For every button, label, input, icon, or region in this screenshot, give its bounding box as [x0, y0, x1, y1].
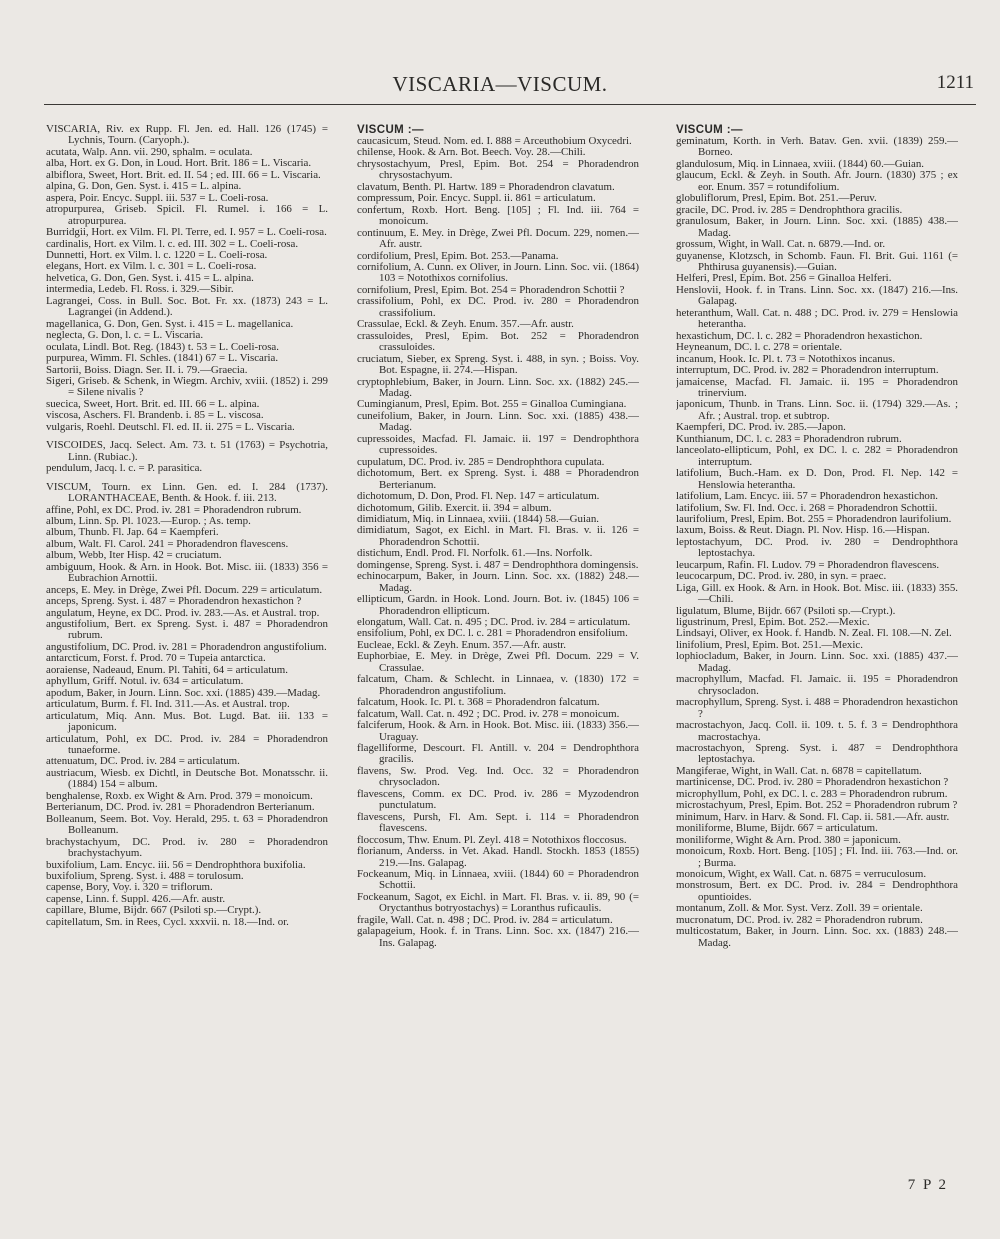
index-entry: articulatum, Miq. Ann. Mus. Bot. Lugd. Bat. iii. 133 = japonicum.: [46, 709, 328, 734]
index-entry: aspera, Poir. Encyc. Suppl. iii. 537 = L. Coeli-rosa.: [46, 191, 269, 204]
index-entry: articulatum, Burm. f. Fl. Ind. 311.—As. et Austral. trop.: [46, 698, 290, 711]
index-entry: capitellatum, Sm. in Rees, Cycl. xxxvii. n. 18.—Ind. or.: [46, 915, 289, 928]
index-entry: atropurpurea, Griseb. Spicil. Fl. Rumel. i. 166 = L. atropurpurea.: [46, 203, 328, 227]
index-entry: gracile, DC. Prod. iv. 285 = Dendrophthora gracilis.: [676, 203, 903, 216]
index-entry: capillare, Blume, Bijdr. 667 (Psiloti sp.—Crypt.).: [46, 904, 262, 917]
index-entry: guyanense, Klotzsch, in Schomb. Faun. Fl. Brit. Gui. 1161 (= Phthirusa guyanensis).—Guian.: [676, 249, 958, 273]
index-entry: cardinalis, Hort. ex Vilm. l. c. ed. III. 302 = L. Coeli-rosa.: [46, 237, 299, 250]
index-entry: linifolium, Presl, Epim. Bot. 251.—Mexic.: [676, 638, 863, 651]
index-entry: magellanica, G. Don, Gen. Syst. i. 415 = L. magellanica.: [46, 317, 294, 330]
index-entry: oculata, Lindl. Bot. Reg. (1843) t. 53 = L. Coeli-rosa.: [46, 340, 279, 353]
printer-signature-mark: 7 P 2: [907, 1177, 948, 1193]
index-entry: anceps, E. Mey. in Drège, Zwei Pfl. Docum. 229 = articulatum.: [46, 583, 323, 596]
index-entry: grossum, Wight, in Wall. Cat. n. 6879.—Ind. or.: [676, 238, 886, 251]
index-entry: brachystachyum, DC. Prod. iv. 280 = Phoradendron brachystachyum.: [46, 835, 328, 860]
index-entry: Berterianum, DC. Prod. iv. 281 = Phoradendron Berterianum.: [46, 801, 315, 814]
index-entry: cruciatum, Sieber, ex Spreng. Syst. i. 488, in syn. ; Boiss. Voy. Bot. Espagne, ii. 274.—Hispan.: [357, 352, 639, 377]
index-entry: glandulosum, Miq. in Linnaea, xviii. (1844) 60.—Guian.: [676, 157, 925, 170]
index-entry: leptostachyum, DC. Prod. iv. 280 = Dendrophthora leptostachya.: [676, 535, 958, 560]
index-entry: moniliforme, Blume, Bijdr. 667 = articulatum.: [676, 822, 878, 835]
index-entry: clavatum, Benth. Pl. Hartw. 189 = Phoradendron clavatum.: [357, 180, 615, 193]
index-entry: anceps, Spreng. Syst. i. 487 = Phoradendron hexastichon ?: [46, 595, 302, 608]
index-entry: alpina, G. Don, Gen. Syst. i. 415 = L. alpina.: [46, 180, 242, 193]
index-entry: microstachyum, Presl, Epim. Bot. 252 = Phoradendron rubrum ?: [676, 799, 958, 812]
index-entry: chilense, Hook. & Arn. Bot. Beech. Voy. 28.—Chili.: [357, 146, 586, 159]
index-entry: moniliforme, Wight & Arn. Prod. 380 = japonicum.: [676, 833, 901, 846]
index-entry: lophiocladum, Baker, in Journ. Linn. Soc. xxi. (1885) 437.—Madag.: [676, 650, 958, 674]
index-entry: Fockeanum, Miq. in Linnaea, xviii. (1844) 60 = Phoradendron Schottii.: [357, 868, 639, 892]
index-entry: dichotomum, D. Don, Prod. Fl. Nep. 147 = articulatum.: [357, 490, 600, 503]
index-entry: capense, Bory, Voy. i. 320 = triflorum.: [46, 881, 213, 894]
index-entry: monoicum, Roxb. Hort. Beng. [105] ; Fl. Ind. iii. 763.—Ind. or. ; Burma.: [676, 845, 958, 869]
index-entry: interruptum, DC. Prod. iv. 282 = Phoradendron interruptum.: [676, 364, 939, 377]
index-entry: Sartorii, Boiss. Diagn. Ser. II. i. 79.—Graecia.: [46, 363, 248, 376]
index-entry: flavescens, Comm. ex DC. Prod. iv. 286 = Myzodendron punctulatum.: [357, 787, 639, 812]
index-entry: crassuloides, Presl, Epim. Bot. 252 = Phoradendron crassuloides.: [357, 329, 639, 354]
index-entry: montanum, Zoll. & Mor. Syst. Verz. Zoll. 39 = orientale.: [676, 902, 923, 915]
index-entry: intermedia, Ledeb. Fl. Ross. i. 329.—Sibir.: [46, 283, 234, 296]
index-entry: neglecta, G. Don, l. c. = L. Viscaria.: [46, 329, 204, 342]
index-entry: latifolium, Lam. Encyc. iii. 57 = Phoradendron hexastichon.: [676, 490, 939, 503]
index-entry: cupulatum, DC. Prod. iv. 285 = Dendrophthora cupulata.: [357, 455, 605, 468]
index-entry: falciferum, Hook. & Arn. in Hook. Bot. Misc. iii. (1833) 356.—Uraguay.: [357, 719, 639, 743]
index-entry: glaucum, Eckl. & Zeyh. in South. Afr. Journ. (1830) 375 ; ex eor. Enum. 357 = rotundifolium.: [676, 169, 958, 193]
index-entry: Helferi, Presl, Epim. Bot. 256 = Ginalloa Helferi.: [676, 272, 892, 285]
index-entry: album, Linn. Sp. Pl. 1023.—Europ. ; As. temp.: [46, 514, 251, 527]
index-entry: ligulatum, Blume, Bijdr. 667 (Psiloti sp.—Crypt.).: [676, 604, 896, 617]
index-entry: Crassulae, Eckl. & Zeyh. Enum. 357.—Afr. austr.: [357, 318, 574, 331]
index-entry: leucocarpum, DC. Prod. iv. 280, in syn. = praec.: [676, 570, 887, 583]
index-entry: aoraiense, Nadeaud, Enum. Pl. Tahiti, 64 = articulatum.: [46, 663, 288, 676]
index-entry: leucarpum, Rafin. Fl. Ludov. 79 = Phoradendron flavescens.: [676, 558, 940, 571]
index-entry: Bolleanum, Seem. Bot. Voy. Herald, 295. t. 63 = Phoradendron Bolleanum.: [46, 812, 328, 837]
index-entry: confertum, Roxb. Hort. Beng. [105] ; Fl. Ind. iii. 764 = monoicum.: [357, 203, 639, 228]
index-entry: Dunnetti, Hort. ex Vilm. l. c. 1220 = L. Coeli-rosa.: [46, 248, 268, 261]
index-entry: continuum, E. Mey. in Drège, Zwei Pfl. Docum. 229, nomen.—Afr. austr.: [357, 226, 639, 251]
index-entry: compressum, Poir. Encyc. Suppl. ii. 861 = articulatum.: [357, 192, 596, 205]
column-heading: VISCUM :—: [357, 124, 424, 136]
index-entry: acutata, Walp. Ann. vii. 290, sphalm. = oculata.: [46, 145, 253, 158]
index-entry: Lagrangei, Coss. in Bull. Soc. Bot. Fr. xx. (1873) 243 = L. Lagrangei (in Addend.).: [46, 294, 328, 319]
index-entry: latifolium, Buch.-Ham. ex D. Don, Prod. Fl. Nep. 142 = Henslowia heterantha.: [676, 467, 958, 491]
index-entry: laxum, Boiss. & Reut. Diagn. Pl. Nov. Hisp. 16.—Hispan.: [676, 524, 930, 537]
index-entry: incanum, Hook. Ic. Pl. t. 73 = Notothixos incanus.: [676, 352, 896, 365]
index-entry: Eucleae, Eckl. & Zeyh. Enum. 357.—Afr. austr.: [357, 638, 566, 651]
index-entry: microphyllum, Pohl, ex DC. l. c. 283 = Phoradendron rubrum.: [676, 787, 948, 800]
index-entry: purpurea, Wimm. Fl. Schles. (1841) 67 = L. Viscaria.: [46, 352, 279, 365]
index-entry: ambiguum, Hook. & Arn. in Hook. Bot. Misc. iii. (1833) 356 = Eubrachion Arnottii.: [46, 560, 328, 585]
index-entry: falcatum, Hook. Ic. Pl. t. 368 = Phoradendron falcatum.: [357, 696, 600, 709]
index-entry: austriacum, Wiesb. ex Dichtl, in Deutsche Bot. Monatsschr. ii. (1884) 154 = album.: [46, 766, 328, 791]
page-number: 1211: [936, 72, 974, 93]
index-entry: florianum, Anderss. in Vet. Akad. Handl. Stockh. 1853 (1855) 219.—Ins. Galapag.: [357, 845, 639, 869]
index-entry: buxifolium, Lam. Encyc. iii. 56 = Dendrophthora buxifolia.: [46, 858, 306, 871]
index-entry: dimidiatum, Miq. in Linnaea, xviii. (1844) 58.—Guian.: [357, 512, 599, 525]
index-entry: alba, Hort. ex G. Don, in Loud. Hort. Brit. 186 = L. Viscaria.: [46, 157, 312, 170]
index-entry: Fockeanum, Sagot, ex Eichl. in Mart. Fl. Bras. v. ii. 89, 90 (= Oryctanthus botryostachys) = Loranthus ruficaulis.: [357, 890, 639, 915]
header-rule: [44, 104, 976, 105]
index-entry: monstrosum, Bert. ex DC. Prod. iv. 284 = Dendrophthora opuntioides.: [676, 879, 958, 903]
index-entry: attenuatum, DC. Prod. iv. 284 = articulatum.: [46, 755, 240, 768]
index-entry: ligustrinum, Presl, Epim. Bot. 252.—Mexic.: [676, 616, 870, 629]
index-entry: Burridgii, Hort. ex Vilm. Fl. Pl. Terre, ed. I. 957 = L. Coeli-rosa.: [46, 226, 327, 239]
index-entry: monoicum, Wight, ex Wall. Cat. n. 6875 = verruculosum.: [676, 868, 927, 880]
index-entry: falcatum, Wall. Cat. n. 492 ; DC. Prod. iv. 278 = monoicum.: [357, 707, 620, 720]
index-entry: angustifolium, Bert. ex Spreng. Syst. i. 487 = Phoradendron rubrum.: [46, 618, 328, 642]
index-entry: elegans, Hort. ex Vilm. l. c. 301 = L. Coeli-rosa.: [46, 260, 257, 273]
index-entry: Mangiferae, Wight, in Wall. Cat. n. 6878 = capitellatum.: [676, 764, 922, 777]
index-entry: dichotomum, Bert. ex Spreng. Syst. i. 488 = Phoradendron Berterianum.: [357, 467, 639, 491]
index-entry: Cumingianum, Presl, Epim. Bot. 255 = Ginalloa Cumingiana.: [357, 398, 627, 411]
index-entry: galapageium, Hook. f. in Trans. Linn. Soc. xx. (1847) 216.—Ins. Galapag.: [357, 925, 639, 949]
index-entry: benghalense, Roxb. ex Wight & Arn. Prod. 379 = monoicum.: [46, 789, 313, 802]
index-entry: flagelliforme, Descourt. Fl. Antill. v. 204 = Dendrophthora gracilis.: [357, 742, 639, 766]
index-entry: echinocarpum, Baker, in Journ. Linn. Soc. xx. (1882) 248.—Madag.: [357, 570, 639, 594]
index-entry: mucronatum, DC. Prod. iv. 282 = Phoradendron rubrum.: [676, 913, 923, 926]
index-entry: albiflora, Sweet, Hort. Brit. ed. II. 54 ; ed. III. 66 = L. Viscaria.: [46, 168, 321, 181]
index-entry: elongatum, Wall. Cat. n. 495 ; DC. Prod. iv. 284 = articulatum.: [357, 616, 631, 629]
index-entry: falcatum, Cham. & Schlecht. in Linnaea, v. (1830) 172 = Phoradendron angustifolium.: [357, 673, 639, 697]
index-entry: aphyllum, Griff. Notul. iv. 634 = articulatum.: [46, 675, 244, 688]
index-entry: macrostachyon, Jacq. Coll. ii. 109. t. 5. f. 3 = Dendrophthora macrostachya.: [676, 719, 958, 743]
index-entry: distichum, Endl. Prod. Fl. Norfolk. 61.—Ins. Norfolk.: [357, 547, 593, 560]
index-entry: granulosum, Baker, in Journ. Linn. Soc. xxi. (1885) 438.—Madag.: [676, 215, 958, 239]
index-entry: ellipticum, Gardn. in Hook. Lond. Journ. Bot. iv. (1845) 106 = Phoradendron ellipticum.: [357, 593, 639, 617]
index-entry: flavescens, Pursh, Fl. Am. Sept. i. 114 = Phoradendron flavescens.: [357, 810, 639, 835]
index-entry: domingense, Spreng. Syst. i. 487 = Dendrophthora domingensis.: [357, 558, 639, 571]
index-entry: Sigeri, Griseb. & Schenk, in Wiegm. Archiv, xviii. (1852) i. 299 = Silene nivalis ?: [46, 374, 328, 399]
index-entry: geminatum, Korth. in Verh. Batav. Gen. xvii. (1839) 259.—Borneo.: [676, 135, 958, 159]
index-entry: globuliflorum, Presl, Epim. Bot. 251.—Peruv.: [676, 192, 877, 205]
index-entry: VISCOIDES, Jacq. Select. Am. 73. t. 51 (1763) = Psychotria, Linn. (Rubiac.).: [46, 439, 328, 463]
column-middle: [357, 124, 639, 1204]
index-entry: angulatum, Heyne, ex DC. Prod. iv. 283.—As. et Austral. trop.: [46, 606, 320, 619]
index-entry: pendulum, Jacq. l. c. = P. parasitica.: [46, 462, 203, 475]
index-entry: floccosum, Thw. Enum. Pl. Zeyl. 418 = Notothixos floccosus.: [357, 833, 627, 846]
index-entry: dimidiatum, Sagot, ex Eichl. in Mart. Fl. Bras. v. ii. 126 = Phoradendron Schottii.: [357, 524, 639, 548]
index-entry: minimum, Harv. in Harv. & Sond. Fl. Cap. ii. 581.—Afr. austr.: [676, 810, 950, 823]
index-entry: macrostachyon, Spreng. Syst. i. 487 = Dendrophthora leptostachya.: [676, 742, 958, 766]
index-entry: flavens, Sw. Prod. Veg. Ind. Occ. 32 = Phoradendron chrysocladon.: [357, 764, 639, 789]
index-entry: Henslovii, Hook. f. in Trans. Linn. Soc. xx. (1847) 216.—Ins. Galapag.: [676, 283, 958, 308]
index-entry: ensifolium, Pohl, ex DC. l. c. 281 = Phoradendron ensifolium.: [357, 627, 628, 640]
column-heading: VISCUM :—: [676, 124, 743, 136]
column-right: [676, 124, 958, 1204]
index-entry: macrophyllum, Macfad. Fl. Jamaic. ii. 195 = Phoradendron chrysocladon.: [676, 673, 958, 697]
index-entry: Liga, Gill. ex Hook. & Arn. in Hook. Bot. Misc. iii. (1833) 355.—Chili.: [676, 581, 958, 606]
index-entry: cuneifolium, Baker, in Journ. Linn. Soc. xxi. (1885) 438.—Madag.: [357, 409, 639, 434]
index-entry: antarcticum, Forst. f. Prod. 70 = Tupeia antarctica.: [46, 652, 266, 665]
index-entry: VISCARIA, Riv. ex Rupp. Fl. Jen. ed. Hall. 126 (1745) = Lychnis, Tourn. (Caryoph.).: [46, 124, 328, 147]
index-entry: apodum, Baker, in Journ. Linn. Soc. xxi. (1885) 439.—Madag.: [46, 686, 321, 699]
index-entry: latifolium, Sw. Fl. Ind. Occ. i. 268 = Phoradendron Schottii.: [676, 501, 938, 514]
index-entry: viscosa, Aschers. Fl. Brandenb. i. 85 = L. viscosa.: [46, 409, 264, 422]
index-entry: capense, Linn. f. Suppl. 426.—Afr. austr.: [46, 892, 226, 905]
index-entry: fragile, Wall. Cat. n. 498 ; DC. Prod. iv. 284 = articulatum.: [357, 913, 613, 926]
index-entry: album, Thunb. Fl. Jap. 64 = Kaempferi.: [46, 526, 219, 539]
index-entry: cornifolium, A. Cunn. ex Oliver, in Journ. Linn. Soc. vii. (1864) 103 = Notothixos cornifolius.: [357, 260, 639, 285]
index-entry: affine, Pohl, ex DC. Prod. iv. 281 = Phoradendron rubrum.: [46, 503, 302, 516]
page-header: [0, 72, 1000, 102]
index-entry: VISCUM, Tourn. ex Linn. Gen. ed. I. 284 (1737). LORANTHACEAE, Benth. & Hook. f. iii. 213.: [46, 480, 328, 505]
index-entry: angustifolium, DC. Prod. iv. 281 = Phoradendron angustifolium.: [46, 640, 327, 653]
index-entry: laurifolium, Presl, Epim. Bot. 255 = Phoradendron laurifolium.: [676, 512, 952, 525]
index-entry: martinicense, DC. Prod. iv. 280 = Phoradendron hexastichon ?: [676, 776, 949, 789]
index-entry: cryptophlebium, Baker, in Journ. Linn. Soc. xx. (1882) 245.—Madag.: [357, 375, 639, 399]
index-entry: cupressoides, Macfad. Fl. Jamaic. ii. 197 = Dendrophthora cupressoides.: [357, 432, 639, 457]
index-entry: multicostatum, Baker, in Journ. Linn. Soc. xx. (1883) 248.—Madag.: [676, 925, 958, 949]
running-title: VISCARIA—VISCUM.: [392, 72, 608, 96]
index-entry: articulatum, Pohl, ex DC. Prod. iv. 284 = Phoradendron tunaeforme.: [46, 732, 328, 757]
index-entry: chrysostachyum, Presl, Epim. Bot. 254 = Phoradendron chrysostachyum.: [357, 157, 639, 182]
index-entry: Heyneanum, DC. l. c. 278 = orientale.: [676, 341, 843, 354]
index-entry: Lindsayi, Oliver, ex Hook. f. Handb. N. Zeal. Fl. 108.—N. Zel.: [676, 627, 952, 640]
index-entry: lanceolato-ellipticum, Pohl, ex DC. l. c. 282 = Phoradendron interruptum.: [676, 444, 958, 468]
index-entry: helvetica, G. Don, Gen. Syst. i. 415 = L. alpina.: [46, 271, 254, 284]
index-entry: album, Webb, Iter Hisp. 42 = cruciatum.: [46, 549, 222, 562]
index-entry: macrophyllum, Spreng. Syst. i. 488 = Phoradendron hexastichon ?: [676, 696, 958, 720]
index-entry: cornifolium, Presl, Epim. Bot. 254 = Phoradendron Schottii ?: [357, 283, 625, 296]
index-entry: Euphorbiae, E. Mey. in Drège, Zwei Pfl. Docum. 229 = V. Crassulae.: [357, 650, 639, 674]
index-entry: suecica, Sweet, Hort. Brit. ed. III. 66 = L. alpina.: [46, 397, 260, 410]
index-entry: album, Walt. Fl. Carol. 241 = Phoradendron flavescens.: [46, 537, 289, 550]
index-entry: hexastichum, DC. l. c. 282 = Phoradendron hexastichon.: [676, 329, 923, 342]
index-entry: jamaicense, Macfad. Fl. Jamaic. ii. 195 = Phoradendron trinervium.: [676, 375, 958, 399]
index-entry: buxifolium, Spreng. Syst. i. 488 = torulosum.: [46, 870, 244, 882]
index-entry: vulgaris, Roehl. Deutschl. Fl. ed. II. ii. 275 = L. Viscaria.: [46, 420, 295, 433]
index-entry: heteranthum, Wall. Cat. n. 488 ; DC. Prod. iv. 279 = Henslowia heterantha.: [676, 306, 958, 331]
index-entry: japonicum, Thunb. in Trans. Linn. Soc. ii. (1794) 329.—As. ; Afr. ; Austral. trop. et subtrop.: [676, 398, 958, 422]
index-entry: caucasicum, Steud. Nom. ed. I. 888 = Arceuthobium Oxycedri.: [357, 135, 632, 147]
column-left: [46, 124, 328, 1204]
index-entry: Kaempferi, DC. Prod. iv. 285.—Japon.: [676, 421, 846, 434]
index-entry: Kunthianum, DC. l. c. 283 = Phoradendron rubrum.: [676, 432, 902, 445]
index-entry: cordifolium, Presl, Epim. Bot. 253.—Panama.: [357, 249, 559, 262]
index-entry: dichotomum, Gilib. Exercit. ii. 394 = album.: [357, 501, 552, 514]
index-entry: crassifolium, Pohl, ex DC. Prod. iv. 280 = Phoradendron crassifolium.: [357, 295, 639, 319]
